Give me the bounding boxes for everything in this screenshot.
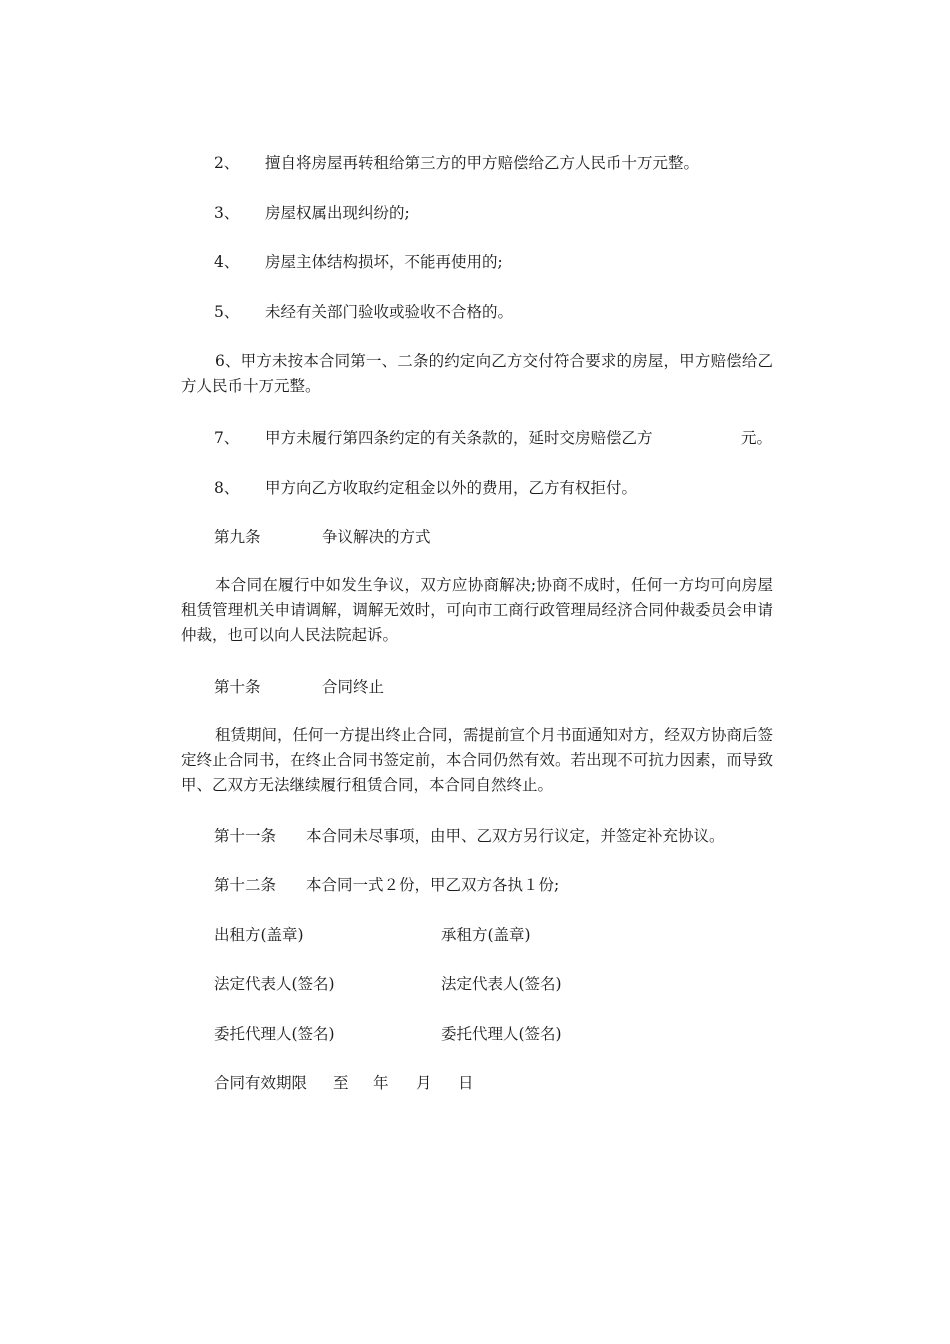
lessee-legal-rep-label: 法定代表人(签名)	[441, 975, 562, 993]
item-number: 4、	[214, 253, 240, 271]
article-number: 第十二条	[214, 876, 277, 894]
article-number: 第十一条	[214, 827, 277, 845]
article-title: 争议解决的方式	[322, 528, 431, 546]
item-number: 3、	[214, 204, 240, 222]
lessee-agent-label: 委托代理人(签名)	[441, 1025, 562, 1043]
item-text: 未经有关部门验收或验收不合格的。	[265, 303, 514, 321]
item-number: 8、	[214, 479, 240, 497]
item-number: 2、	[214, 154, 240, 172]
article-number: 第九条	[214, 528, 261, 546]
lessor-agent-label: 委托代理人(签名)	[214, 1025, 335, 1043]
item-text: 甲方未履行第四条约定的有关条款的，延时交房赔偿乙方	[265, 429, 653, 447]
item-text: 擅自将房屋再转租给第三方的甲方赔偿给乙方人民币十万元整。	[265, 154, 700, 172]
item-number: 5、	[214, 303, 240, 321]
article-text: 本合同一式２份，甲乙双方各执１份;	[306, 876, 560, 894]
item-number: 7、	[214, 429, 240, 447]
validity-label: 合同有效期限	[214, 1074, 308, 1092]
item-6-paragraph: 6、甲方未按本合同第一、二条的约定向乙方交付符合要求的房屋，甲方赔偿给乙方人民币十万元整。	[181, 352, 773, 395]
article-text: 本合同未尽事项，由甲、乙双方另行议定，并签定补充协议。	[306, 827, 725, 845]
article-9-body: 本合同在履行中如发生争议，双方应协商解决;协商不成时，任何一方均可向房屋租赁管理机关申请调解，调解无效时，可向市工商行政管理局经济合同仲裁委员会申请仲裁，也可以向人民法院起诉。	[181, 576, 773, 644]
article-10-body: 租赁期间，任何一方提出终止合同，需提前宣个月书面通知对方，经双方协商后签定终止合同书，在终止合同书签定前，本合同仍然有效。若出现不可抗力因素，而导致甲、乙双方无法继续履行租赁合同，本合同自然终止。	[181, 726, 774, 794]
lessor-seal-label: 出租方(盖章)	[214, 926, 304, 944]
item-text: 房屋主体结构损坏，不能再使用的;	[265, 253, 503, 271]
lessee-seal-label: 承租方(盖章)	[441, 926, 531, 944]
validity-year: 年	[373, 1074, 389, 1092]
article-number: 第十条	[214, 678, 261, 696]
item-text-tail: 元。	[741, 429, 773, 447]
validity-month: 月	[416, 1074, 432, 1092]
article-title: 合同终止	[322, 678, 385, 696]
validity-day: 日	[458, 1074, 474, 1092]
item-text: 甲方向乙方收取约定租金以外的费用，乙方有权拒付。	[265, 479, 638, 497]
validity-to: 至	[333, 1074, 349, 1092]
item-text: 房屋权属出现纠纷的;	[265, 204, 410, 222]
lessor-legal-rep-label: 法定代表人(签名)	[214, 975, 335, 993]
